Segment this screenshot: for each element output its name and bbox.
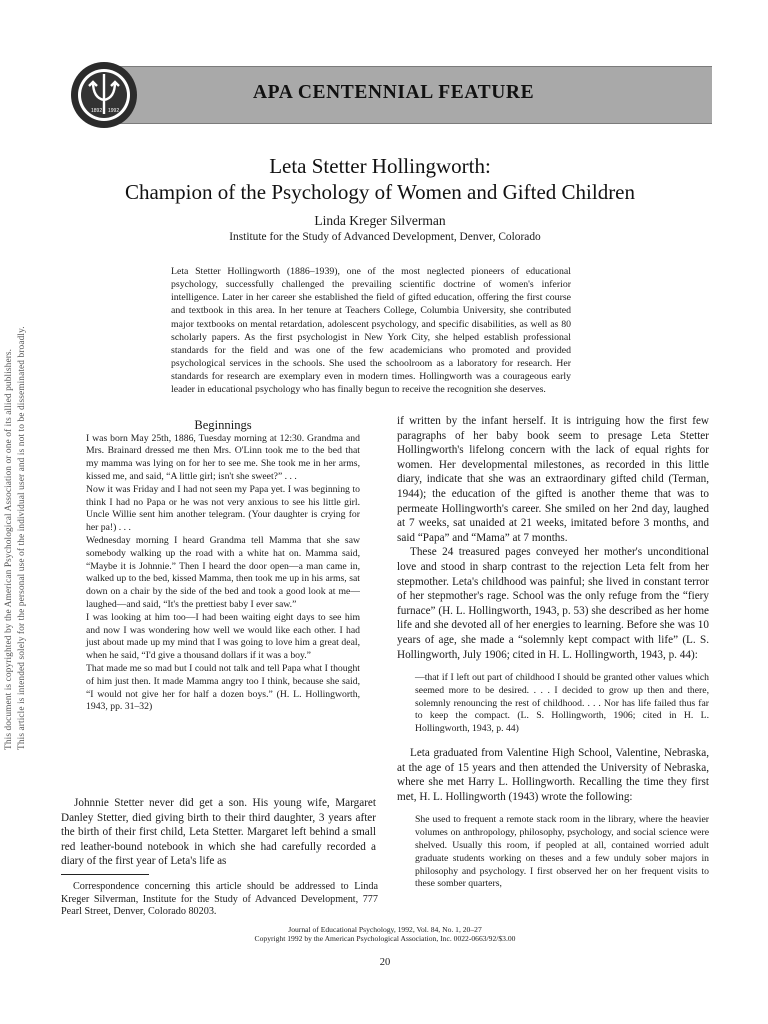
copyright-notice: This document is copyrighted by the American Psychological Association or one of its allied publishers.: [4, 348, 14, 750]
diary-quote-5: That made me so mad but I could not talk and tell Papa what I thought of him just then. It made Mamma angry too I think, because she said, “I would not give her for half a dozen boys.” (H. L. Hollingworth, 1943, pp. 31–32): [86, 662, 360, 713]
author-affiliation: Institute for the Study of Advanced Development, Denver, Colorado: [229, 231, 541, 243]
compact-quote: —that if I left out part of childhood I should be granted other values which seemed more to be desired. . . . I decided to grow up then and there, solemnly renouncing the rest of childhood. . . . Nor has life failed thus far to keep the compact. (L. S. Hollingworth, 1906; cited in H. L. Hollingworth, 1943, p. 44): [415, 672, 709, 735]
diary-quote-3: Wednesday morning I heard Grandma tell Mamma that she saw somebody walking up the road with a white hat on. Mamma said, “Maybe it is Johnnie.” Then I heard the door open—a man came in, walked up to the bed, kissed Mamma, then took me up in his arms, sat down on a chair by the side of the bed and took a good look at me—laughed—and said, “It's the prettiest baby I ever saw.”: [86, 534, 360, 610]
diary-quote-4: I was looking at him too—I had been waiting eight days to see him and now I was wondering how well we would like each other. I had just about made up my mind that I was going to love him a great deal, when he said, “I'd give a thousand dollars if it was a boy.”: [86, 611, 360, 662]
right-column: [397, 414, 709, 891]
correspondence-footnote: [61, 881, 378, 919]
copyright-line: Copyright 1992 by the American Psychological Association, Inc. 0022-0663/92/$3.00: [254, 934, 516, 943]
author-name: Linda Kreger Silverman: [314, 213, 446, 228]
left-column-body: [61, 796, 376, 869]
body-paragraph-3: Leta graduated from Valentine High School, Valentine, Nebraska, at the age of 15 years and then attended the University of Nebraska, where she met Harry L. Hollingworth. Recalling the time they first met, H. L. Hollingworth (1943) wrote the following:: [397, 747, 709, 803]
article-title-line-1: Leta Stetter Hollingworth:: [269, 154, 491, 178]
footnote-rule: [61, 874, 149, 875]
body-paragraph-1: if written by the infant herself. It is intriguing how the first few paragraphs of her baby book seem to presage Leta Stetter Hollingworth's lifelong concern with the lack of equal rights for women. Her developmental milestones, as recorded in this little diary, indicate that she was an extraordinary gifted child (Terman, 1944); the education of the gifted is another theme that was to permeate Hollingworth's career. She smiled on her 2nd day, laughed at 7 weeks, sat unaided at 21 weeks, imitated before 3 months, and said “Papa” and “Mama” at 7 months.: [397, 415, 709, 544]
section-heading-beginnings: Beginnings: [194, 418, 252, 432]
apa-seal-icon: [69, 60, 139, 130]
seal-year-left: 1892: [91, 108, 103, 114]
banner-title: APA CENTENNIAL FEATURE: [253, 82, 535, 103]
journal-citation: Journal of Educational Psychology, 1992, Vol. 84, No. 1, 20–27: [288, 925, 482, 934]
body-paragraph: Johnnie Stetter never did get a son. His young wife, Margaret Danley Stetter, died giving birth to their third daughter, 3 years after the birth of their first child, Leta Stetter. Margaret left behind a small red leather-bound notebook in which she had carefully recorded a diary of the first year of Leta's life as: [61, 797, 376, 868]
diary-quote-2: Now it was Friday and I had not seen my Papa yet. I was beginning to think I had no Papa or he was not very anxious to see his little girl. Uncle Willie sent him another telegram. (Your daughter is crying for her pa!) . . .: [86, 483, 360, 534]
body-paragraph-2: These 24 treasured pages conveyed her mother's unconditional love and stood in sharp contrast to the rejection Leta felt from her stepmother. Leta's childhood was painful; she lived in constant terror of her stepmother's rage. School was the only refuge from the “fiery furnace” (H. L. Hollingworth, 1943, p. 53) she described as her home life and she devoted all of her energies to learning. Before she was 10 years of age, she made a “solemnly kept compact with life” (L. S. Hollingworth, July 1906; cited in H. L. Hollingworth, 1943, p. 44):: [397, 546, 709, 661]
left-column: [86, 418, 360, 714]
library-quote: She used to frequent a remote stack room in the library, where the heavier volumes on anthropology, philosophy, psychology, and social science were shelved. Usually this room, if peopled at all, contained worried adult graduate students working on theses and a few unduly sober majors in philosophy and psychology. I first observed her on her frequent visits to these somber quarters,: [415, 814, 709, 890]
page-number: 20: [379, 957, 391, 968]
feature-banner: [108, 66, 712, 124]
seal-year-right: 1992: [108, 108, 120, 114]
usage-notice: This article is intended solely for the personal use of the individual user and is not to be disseminated broadly.: [17, 326, 27, 750]
abstract: Leta Stetter Hollingworth (1886–1939), one of the most neglected pioneers of educational psychology, successfully challenged the prevailing scientific doctrine of women's inferior intelligence. Later in her career she established the field of gifted education, offering the first course and textbook in this area. In her tenure at Teachers College, Columbia University, she contributed major textbooks on mental retardation, adolescent psychology, and specific disabilities, as well as 80 scholarly papers. As the first psychologist in New York City, she helped establish professional standards for the field and was one of the few academicians who promoted and provided psychological services in the schools. She used the schoolroom as a laboratory for research. Her standards for research are exemplary even in modern times. Hollingworth was a courageous early leader in educational psychology who has finally begun to receive the recognition she deserves.: [171, 266, 571, 396]
article-title-line-2: Champion of the Psychology of Women and Gifted Children: [124, 180, 636, 204]
correspondence-text: Correspondence concerning this article should be addressed to Linda Kreger Silverman, Institute for the Study of Advanced Development, 777 Pearl Street, Denver, Colorado 80203.: [61, 881, 378, 918]
diary-quote-1: I was born May 25th, 1886, Tuesday morning at 12:30. Grandma and Mrs. Brainard dressed me then Mrs. O'Linn took me to the bed that my mamma was lying on for her to see me. She took me in her arms, kissed me, and said, “A little girl; isn't she sweet?” . . .: [86, 432, 360, 482]
